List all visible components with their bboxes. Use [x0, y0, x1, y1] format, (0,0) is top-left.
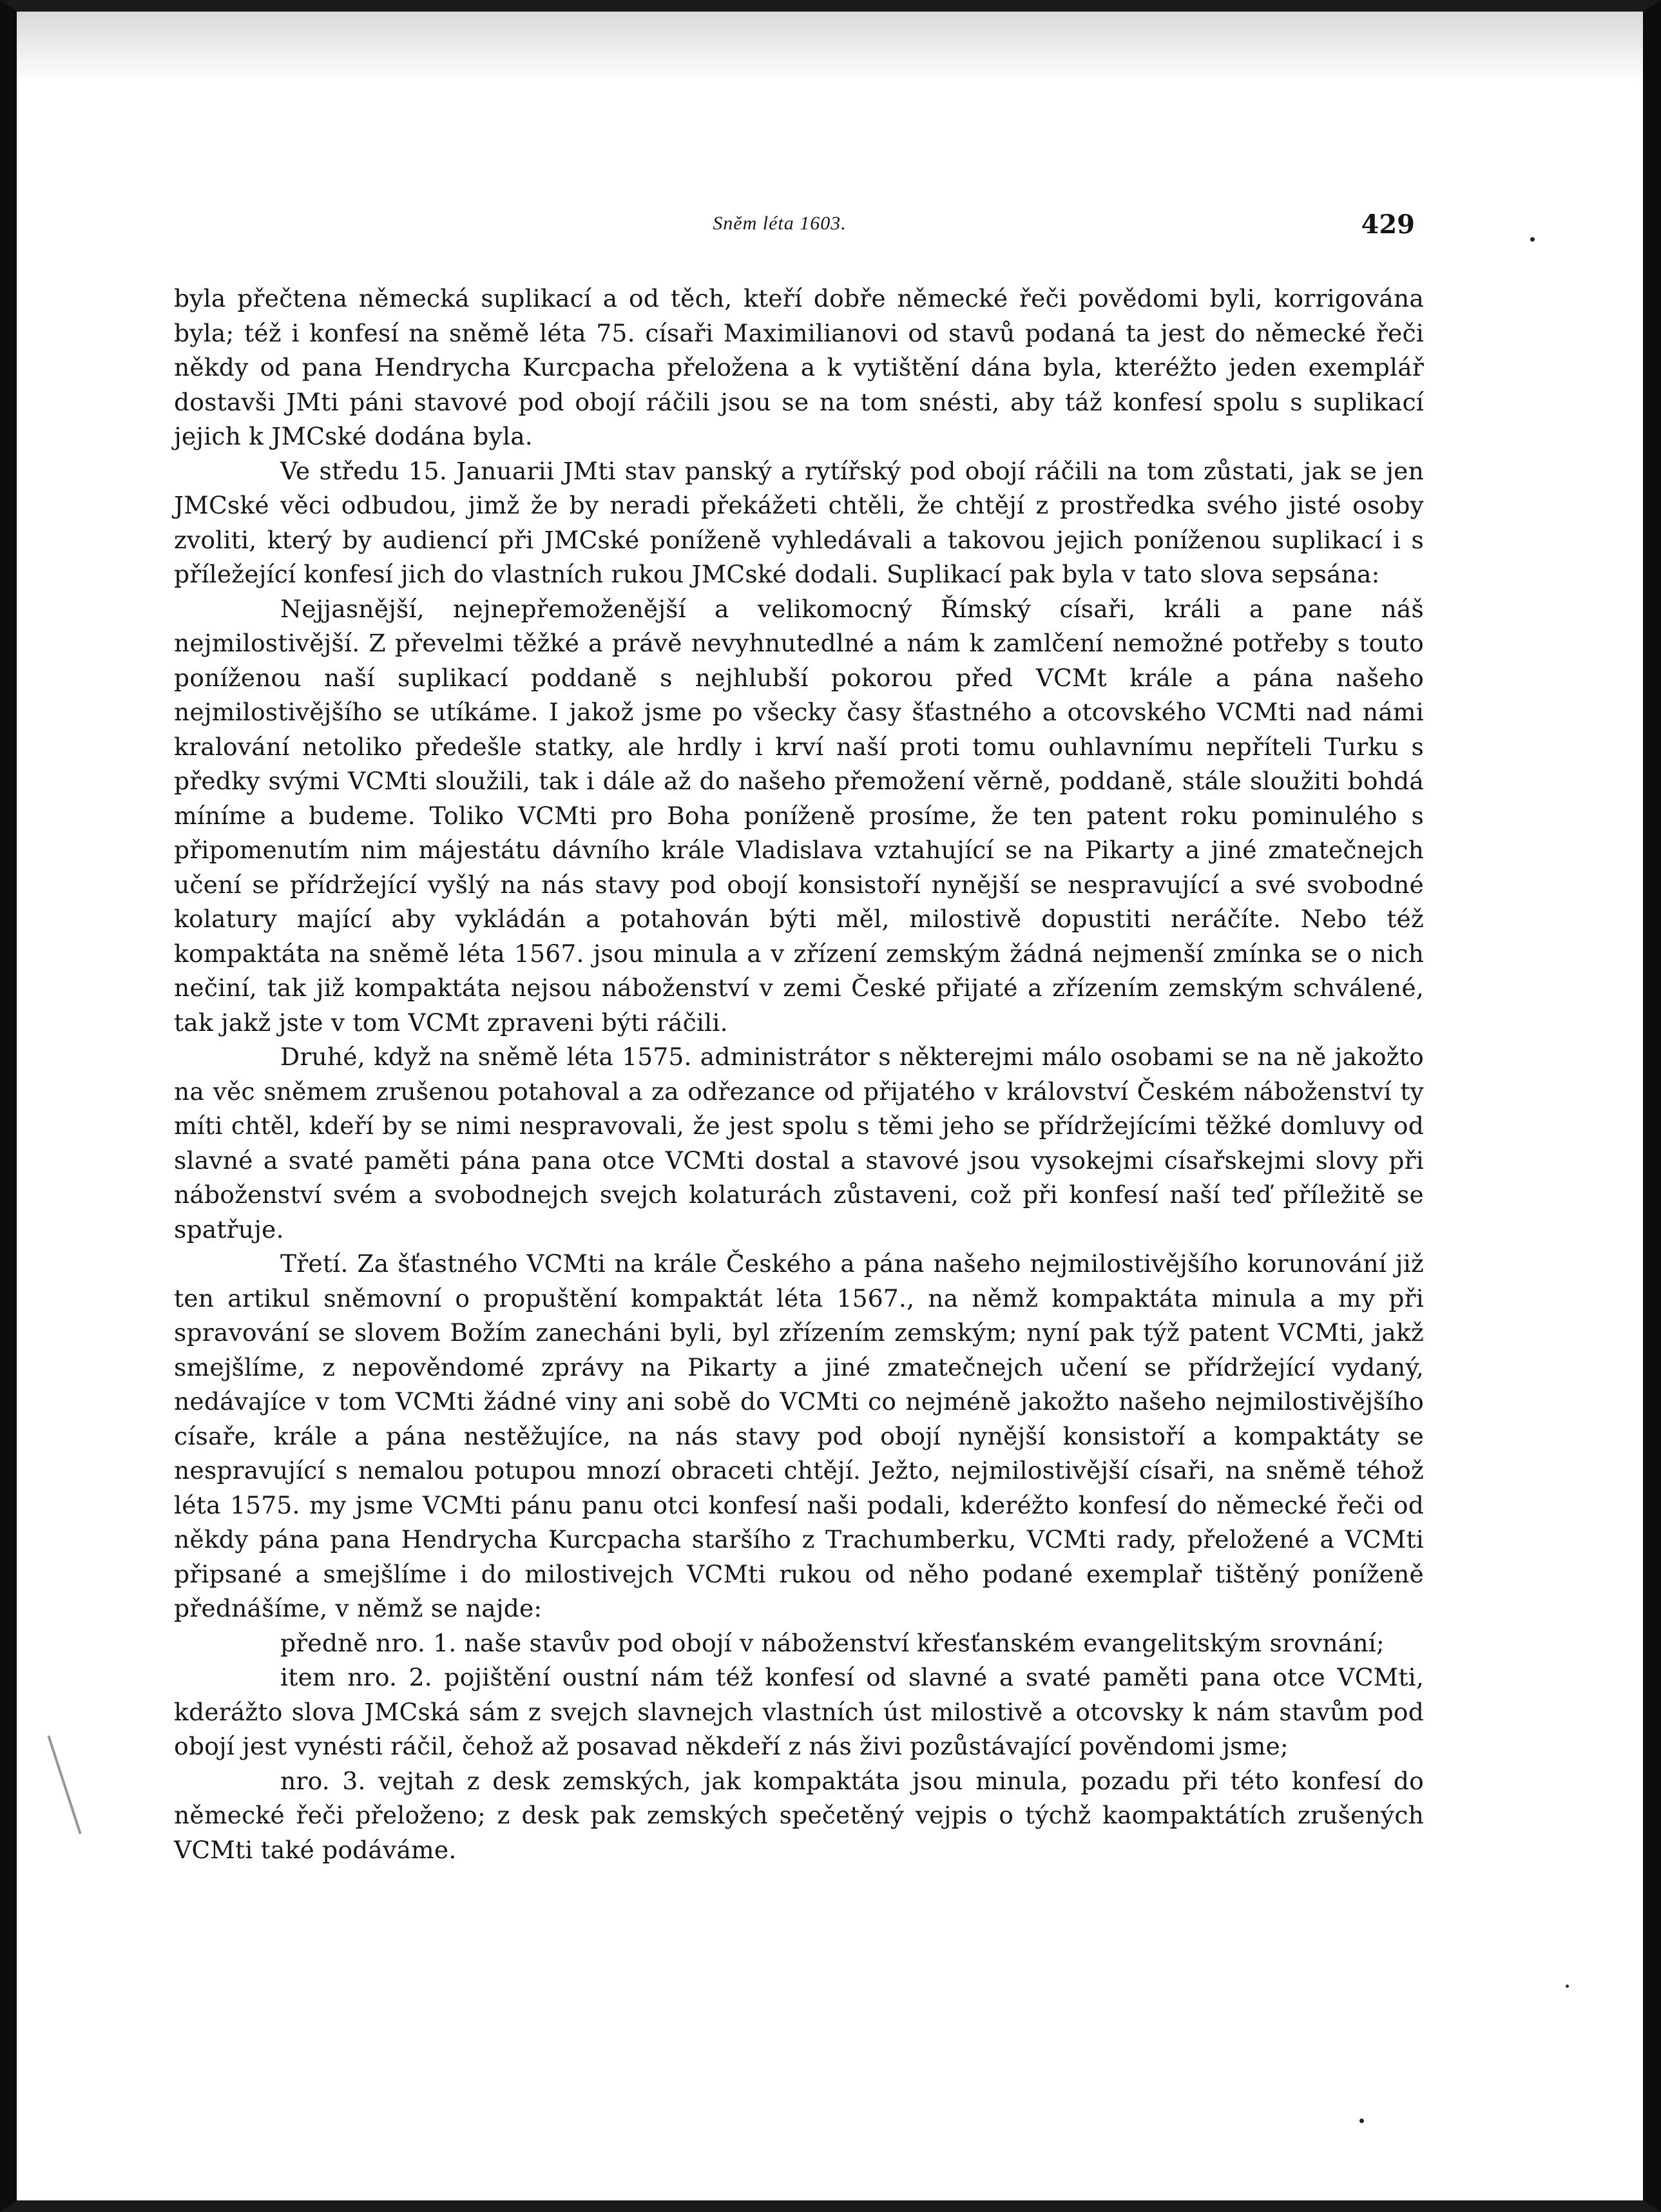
paragraph: nro. 3. vejtah z desk zemských, jak kompaktáta jsou minula, pozadu při této konfesí do německé řeči přeloženo; z desk pak zemských spečetěný vejpis o týchž kaompaktátích zrušených VCMti také podáváme. — [174, 1766, 1424, 1864]
body-text — [174, 282, 1424, 1867]
paragraph: byla přečtena německá suplikací a od těch, kteří dobře německé řeči povědomi byli, korrigována byla; též i konfesí na sněmě léta 75. císaři Maximilianovi od stavů podaná ta jest do německé řeči někdy od pana Hendrycha Kurcpacha přeložena a k vytištění dána byla, kteréžto jeden exemplář dostavši JMti páni stavové pod obojí ráčili jsou se na tom snésti, aby táž konfesí spolu s suplikací jejich k JMCské dodána byla. — [174, 284, 1424, 450]
paragraph: item nro. 2. pojištění oustní nám též konfesí od slavné a svaté paměti pana otce VCMti, kderážto slova JMCská sám z svejch slavnejch vlastních úst milostivě a otcovsky k nám stavům pod obojí jest vynésti ráčil, čehož až posavad někdeří z nás živi pozůstávající pověndomi jsme; — [174, 1663, 1424, 1760]
paragraph: Druhé, když na sněmě léta 1575. administrátor s některejmi málo osobami se na ně jakožto na věc sněmem zrušenou potahoval a za odřezance od přijatého v království Českém náboženství ty míti chtěl, kdeří by se nimi nespravovali, že jest spolu s těmi jeho se přídržejícími těžké domluvy od slavné a svaté paměti pána pana otce VCMti dostal a stavové jsou vysokejmi císařskejmi slovy při náboženství svém a svobodnejch svejch kolaturách zůstaveni, což při konfesí naší teď příležitě se spatřuje. — [174, 1043, 1424, 1244]
page-number: 429 — [1361, 209, 1415, 240]
scan-speck — [1359, 2119, 1364, 2123]
paragraph: předně nro. 1. naše stavův pod obojí v náboženství křesťanském evangelitským srovnání; — [280, 1628, 1385, 1657]
scan-speck — [1566, 1985, 1569, 1988]
scan-speck — [1530, 237, 1535, 242]
paragraph: Nejjasnější, nejnepřemoženější a velikomocný Římský císaři, králi a pane náš nejmilostivější. Z převelmi těžké a právě nevyhnutedlné a nám k zamlčení nemožné potřeby s touto poníženou naší suplikací poddaně s nejhlubší pokorou před VCMt krále a pána našeho nejmilostivějšího se utíkáme. I jakož jsme po všecky časy šťastného a otcovského VCMti nad námi kralování netoliko předešle statky, ale hrdly i krví naší proti tomu ouhlavnímu nepříteli Turku s předky svými VCMti sloužili, tak i dále až do našeho přemožení věrně, poddaně, stále sloužiti bohdá míníme a budeme. Toliko VCMti pro Boha poníženě prosíme, že ten patent roku pominulého s připomenutím nim májestátu dávního krále Vladislava vztahující se na Pikarty a jiné zmatečnejch učení se přídržející vyšlý na nás stavy pod obojí konsistoří nynější se nespravující a své svobodné kolatury mající aby vykládán a potahován býti měl, milostivě dopustiti neráčíte. Nebo též kompaktáta na sněmě léta 1567. jsou minula a v zřízení zemským žádná nejmenší zmínka se o nich nečiní, tak již kompaktáta nejsou náboženství v zemi České přijaté a zřízením zemským schválené, tak jakž jste v tom VCMt zpraveni býti ráčili. — [174, 594, 1424, 1037]
margin-pencil-mark — [47, 1735, 81, 1834]
scan-shading — [17, 12, 1643, 82]
paragraph: Třetí. Za šťastného VCMti na krále Českého a pána našeho nejmilostivějšího korunování již ten artikul sněmovní o propuštění kompaktát léta 1567., na němž kompaktáta minula a my při spravování se slovem Božím zanecháni byli, byl zřízením zemským; nyní pak týž patent VCMti, jakž smejšlíme, z nepověndomé zprávy na Pikarty a jiné zmatečnejch učení se přídržející vydaný, nedávajíce v tom VCMti žádné viny ani sobě do VCMti co nejméně jakožto našeho nejmilostivějšího císaře, krále a pána nestěžujíce, na nás stavy pod obojí nynější konsistoří a kompaktáty se nespravující s nemalou potupou mnozí obraceti chtějí. Ježto, nejmilostivější císaři, na sněmě téhož léta 1575. my jsme VCMti pánu panu otci konfesí naši podali, kderéžto konfesí do německé řeči od někdy pána pana Hendrycha Kurcpacha staršího z Trachumberku, VCMti rady, přeložené a VCMti připsané a smejšlíme i do milostivejch VCMti rukou od něho podané exemplař tištěný poníženě přednášíme, v němž se najde: — [174, 1249, 1424, 1622]
running-title: Sněm léta 1603. — [713, 213, 847, 234]
paragraph: Ve středu 15. Januarii JMti stav panský a rytířský pod obojí ráčili na tom zůstati, jak se jen JMCské věci odbudou, jimž že by neradi překážeti chtěli, že chtějí z prostředka svého jisté osoby zvoliti, který by audiencí při JMCské poníženě vyhledávali a takovou jejich poníženou suplikací i s příležející konfesí jich do vlastních rukou JMCské dodali. Suplikací pak byla v tato slova sepsána: — [174, 456, 1424, 588]
